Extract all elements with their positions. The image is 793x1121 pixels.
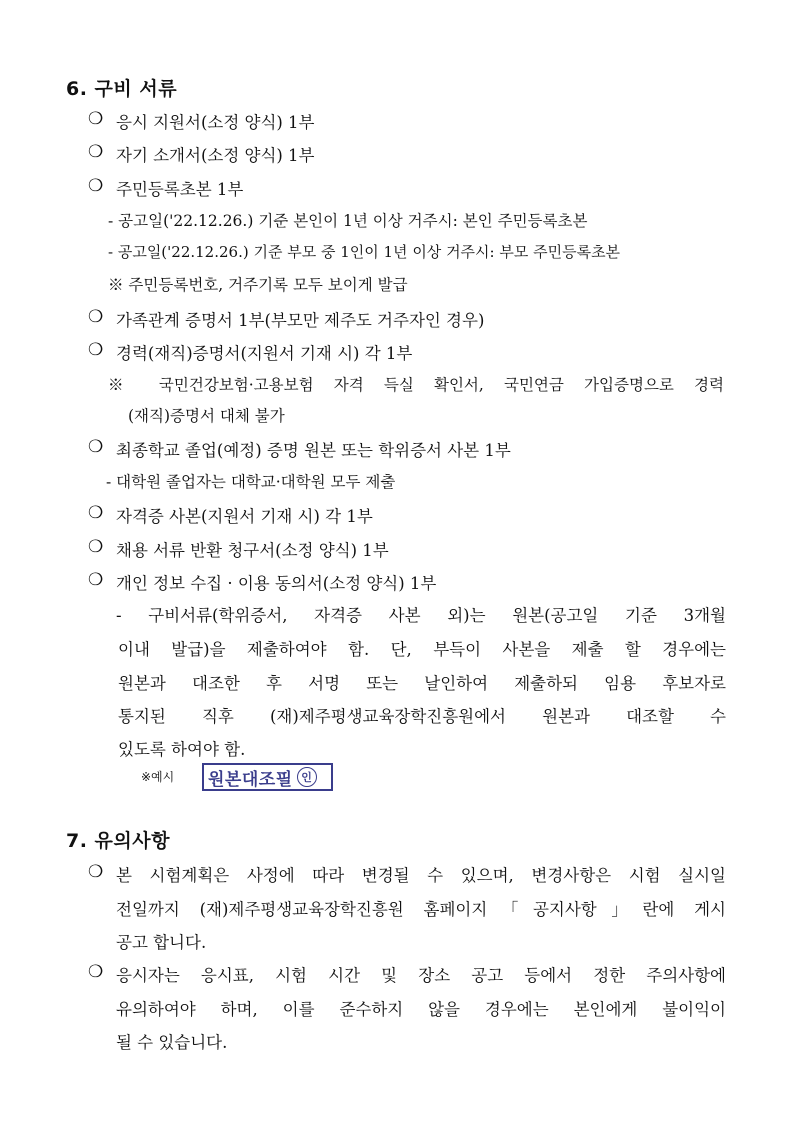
notice-item-continued: 공고 합니다. xyxy=(116,933,207,952)
sub-item-continued: 원본과 대조한 후 서명 또는 날인하여 제출하되 임용 후보자로 xyxy=(118,674,726,693)
sub-item-continued: 이내 발급)을 제출하여야 함. 단, 부득이 사본을 제출 할 경우에는 xyxy=(118,640,726,659)
seal-icon: 인 xyxy=(297,767,317,787)
list-item: 채용 서류 반환 청구서(소정 양식) 1부 xyxy=(116,541,389,560)
section-7-heading: 7. 유의사항 xyxy=(66,830,170,852)
bullet-icon: ❍ xyxy=(88,307,104,327)
note-item: ※ 국민건강보험·고용보험 자격 득실 확인서, 국민연금 가입증명으로 경력 xyxy=(108,376,724,394)
list-item: 주민등록초본 1부 xyxy=(116,180,244,199)
sub-item: - 구비서류(학위증서, 자격증 사본 외)는 원본(공고일 기준 3개월 xyxy=(116,606,726,625)
notice-item-continued: 유의하여야 하며, 이를 준수하지 않을 경우에는 본인에게 불이익이 xyxy=(116,1000,726,1019)
bullet-icon: ❍ xyxy=(88,962,104,982)
original-verified-stamp xyxy=(202,763,333,791)
list-item: 경력(재직)증명서(지원서 기재 시) 각 1부 xyxy=(116,344,413,363)
notice-item: 본 시험계획은 사정에 따라 변경될 수 있으며, 변경사항은 시험 실시일 xyxy=(116,866,726,885)
sub-item-continued: 통지된 직후 (재)제주평생교육장학진흥원에서 원본과 대조할 수 xyxy=(118,707,726,726)
list-item: 최종학교 졸업(예정) 증명 원본 또는 학위증서 사본 1부 xyxy=(116,441,511,460)
bullet-icon: ❍ xyxy=(88,109,104,129)
list-item: 자격증 사본(지원서 기재 시) 각 1부 xyxy=(116,507,373,526)
sub-item: - 공고일('22.12.26.) 기준 부모 중 1인이 1년 이상 거주시: 부모 주민등록초본 xyxy=(108,243,621,261)
bullet-icon: ❍ xyxy=(88,340,104,360)
section-6-heading: 6. 구비 서류 xyxy=(66,78,178,100)
list-item: 가족관계 증명서 1부(부모만 제주도 거주자인 경우) xyxy=(116,311,485,330)
list-item: 자기 소개서(소정 양식) 1부 xyxy=(116,146,315,165)
list-item: 응시 지원서(소정 양식) 1부 xyxy=(116,113,315,132)
notice-item-continued: 될 수 있습니다. xyxy=(116,1033,228,1052)
stamp-text: 원본대조필 xyxy=(208,769,293,790)
note-item: ※ 주민등록번호, 거주기록 모두 보이게 발급 xyxy=(108,276,408,294)
bullet-icon: ❍ xyxy=(88,537,104,557)
bullet-icon: ❍ xyxy=(88,570,104,590)
notice-item: 응시자는 응시표, 시험 시간 및 장소 공고 등에서 정한 주의사항에 xyxy=(116,966,726,985)
sub-item: - 공고일('22.12.26.) 기준 본인이 1년 이상 거주시: 본인 주민등록초본 xyxy=(108,212,588,230)
bullet-icon: ❍ xyxy=(88,437,104,457)
sub-item-continued: 있도록 하여야 함. xyxy=(118,740,246,759)
bullet-icon: ❍ xyxy=(88,503,104,523)
bullet-icon: ❍ xyxy=(88,142,104,162)
notice-item-continued: 전일까지 (재)제주평생교육장학진흥원 홈페이지「공지사항」란에 게시 xyxy=(116,900,726,919)
example-label: ※예시 xyxy=(141,770,175,784)
sub-item: - 대학원 졸업자는 대학교·대학원 모두 제출 xyxy=(106,473,396,491)
note-item-continued: (재직)증명서 대체 불가 xyxy=(128,407,285,425)
bullet-icon: ❍ xyxy=(88,862,104,882)
bullet-icon: ❍ xyxy=(88,176,104,196)
list-item: 개인 정보 수집 · 이용 동의서(소정 양식) 1부 xyxy=(116,574,437,593)
